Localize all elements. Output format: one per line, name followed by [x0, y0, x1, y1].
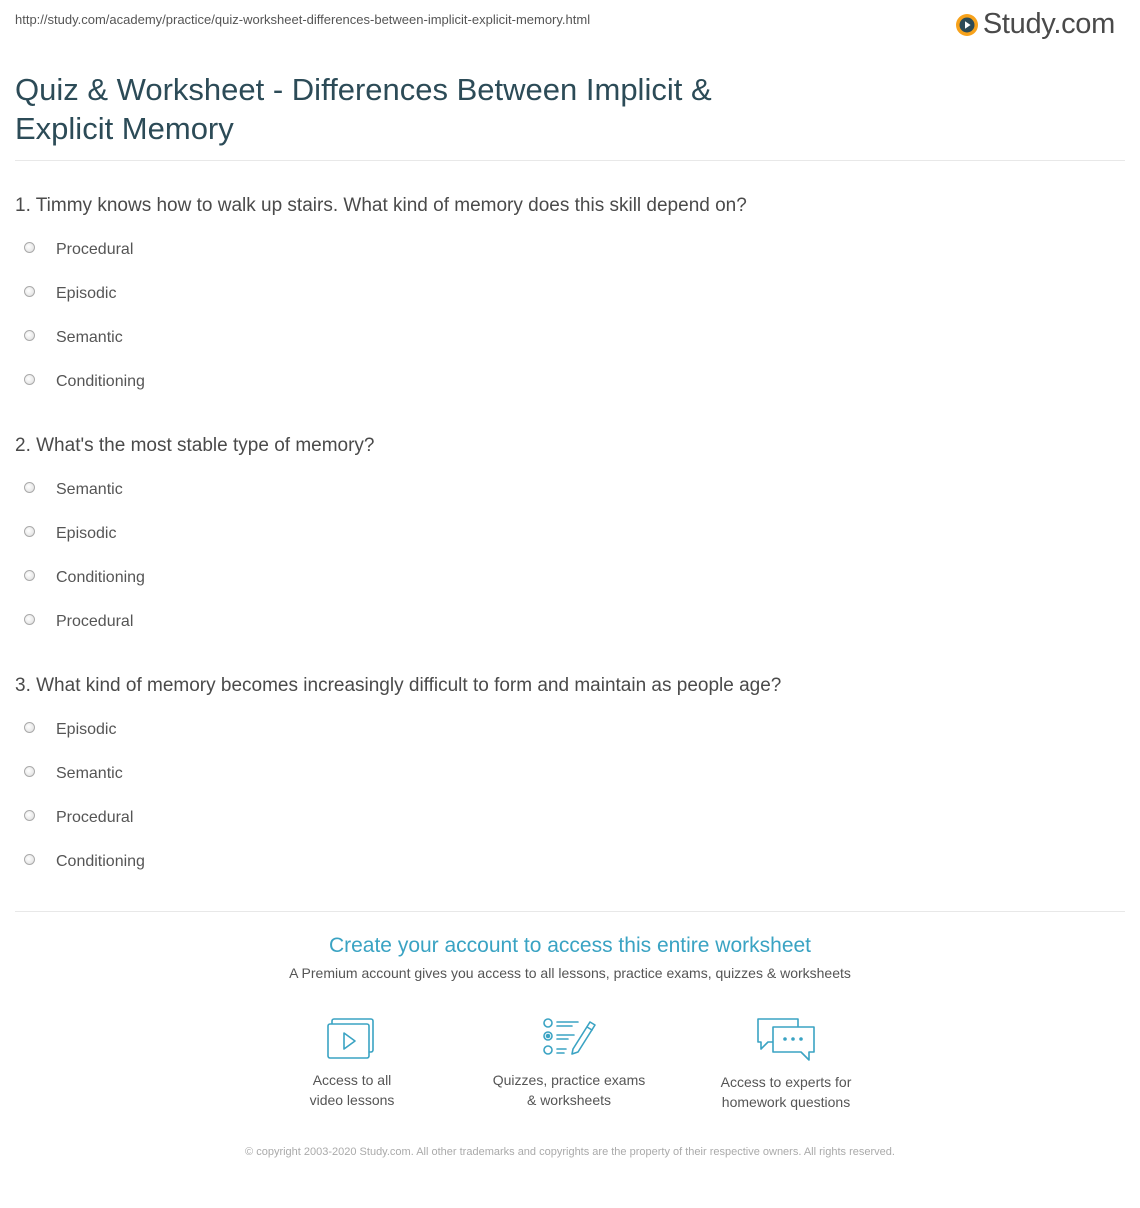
feature-quizzes — [469, 1016, 669, 1110]
radio-button[interactable] — [24, 722, 35, 733]
option-label: Episodic — [56, 285, 117, 302]
question-text: 1. Timmy knows how to walk up stairs. What kind of memory does this skill depend on? — [15, 195, 747, 216]
question-1 — [15, 194, 1125, 404]
feature-label: Quizzes, practice exams & worksheets — [492, 1072, 646, 1108]
feature-experts — [686, 1016, 886, 1112]
answer-option[interactable] — [15, 272, 1125, 316]
option-label: Procedural — [56, 241, 134, 258]
quiz-checklist-icon — [540, 1016, 598, 1060]
answer-options — [15, 708, 1125, 884]
radio-button[interactable] — [24, 242, 35, 253]
option-label: Semantic — [56, 481, 123, 498]
answer-options — [15, 468, 1125, 644]
option-label: Conditioning — [56, 373, 145, 390]
answer-option[interactable] — [15, 556, 1125, 600]
radio-button[interactable] — [24, 286, 35, 297]
answer-options — [15, 228, 1125, 404]
page-title: Quiz & Worksheet - Differences Between Implicit & Explicit Memory — [15, 72, 712, 146]
create-account-link[interactable]: Create your account to access this entire worksheet — [328, 934, 812, 957]
radio-button[interactable] — [24, 330, 35, 341]
option-label: Episodic — [56, 525, 117, 542]
radio-button[interactable] — [24, 854, 35, 865]
feature-video-lessons — [252, 1016, 452, 1110]
answer-option[interactable] — [15, 708, 1125, 752]
chat-bubbles-icon — [754, 1016, 818, 1062]
cta-subtitle: A Premium account gives you access to all lessons, practice exams, quizzes & worksheets — [289, 965, 851, 981]
option-label: Semantic — [56, 329, 123, 346]
answer-option[interactable] — [15, 360, 1125, 404]
answer-option[interactable] — [15, 796, 1125, 840]
radio-button[interactable] — [24, 482, 35, 493]
video-lessons-icon — [325, 1016, 379, 1060]
radio-button[interactable] — [24, 570, 35, 581]
answer-option[interactable] — [15, 512, 1125, 556]
answer-option[interactable] — [15, 468, 1125, 512]
radio-button[interactable] — [24, 766, 35, 777]
answer-option[interactable] — [15, 840, 1125, 884]
play-circle-icon — [955, 13, 979, 37]
question-3 — [15, 674, 1125, 884]
question-2 — [15, 434, 1125, 644]
answer-option[interactable] — [15, 316, 1125, 360]
radio-button[interactable] — [24, 810, 35, 821]
feature-label: Access to experts for homework questions — [720, 1074, 852, 1110]
feature-label: Access to all video lessons — [309, 1072, 395, 1108]
radio-button[interactable] — [24, 526, 35, 537]
answer-option[interactable] — [15, 752, 1125, 796]
quiz-divider — [15, 911, 1125, 912]
answer-option[interactable] — [15, 600, 1125, 644]
option-label: Procedural — [56, 613, 134, 630]
study-logo[interactable] — [955, 8, 1115, 41]
answer-option[interactable] — [15, 228, 1125, 272]
option-label: Conditioning — [56, 569, 145, 586]
copyright-notice: © copyright 2003-2020 Study.com. All other trademarks and copyrights are the property of their respective owners. All rights reserved. — [245, 1146, 895, 1158]
option-label: Conditioning — [56, 853, 145, 870]
page-url: http://study.com/academy/practice/quiz-worksheet-differences-between-implicit-explicit-memory.html — [15, 12, 591, 27]
option-label: Episodic — [56, 721, 117, 738]
logo-text: Study.com — [982, 8, 1115, 40]
header-divider — [15, 160, 1125, 161]
option-label: Semantic — [56, 765, 123, 782]
radio-button[interactable] — [24, 374, 35, 385]
radio-button[interactable] — [24, 614, 35, 625]
question-text: 2. What's the most stable type of memory? — [15, 435, 375, 456]
question-text: 3. What kind of memory becomes increasingly difficult to form and maintain as people age? — [15, 675, 782, 696]
option-label: Procedural — [56, 809, 134, 826]
